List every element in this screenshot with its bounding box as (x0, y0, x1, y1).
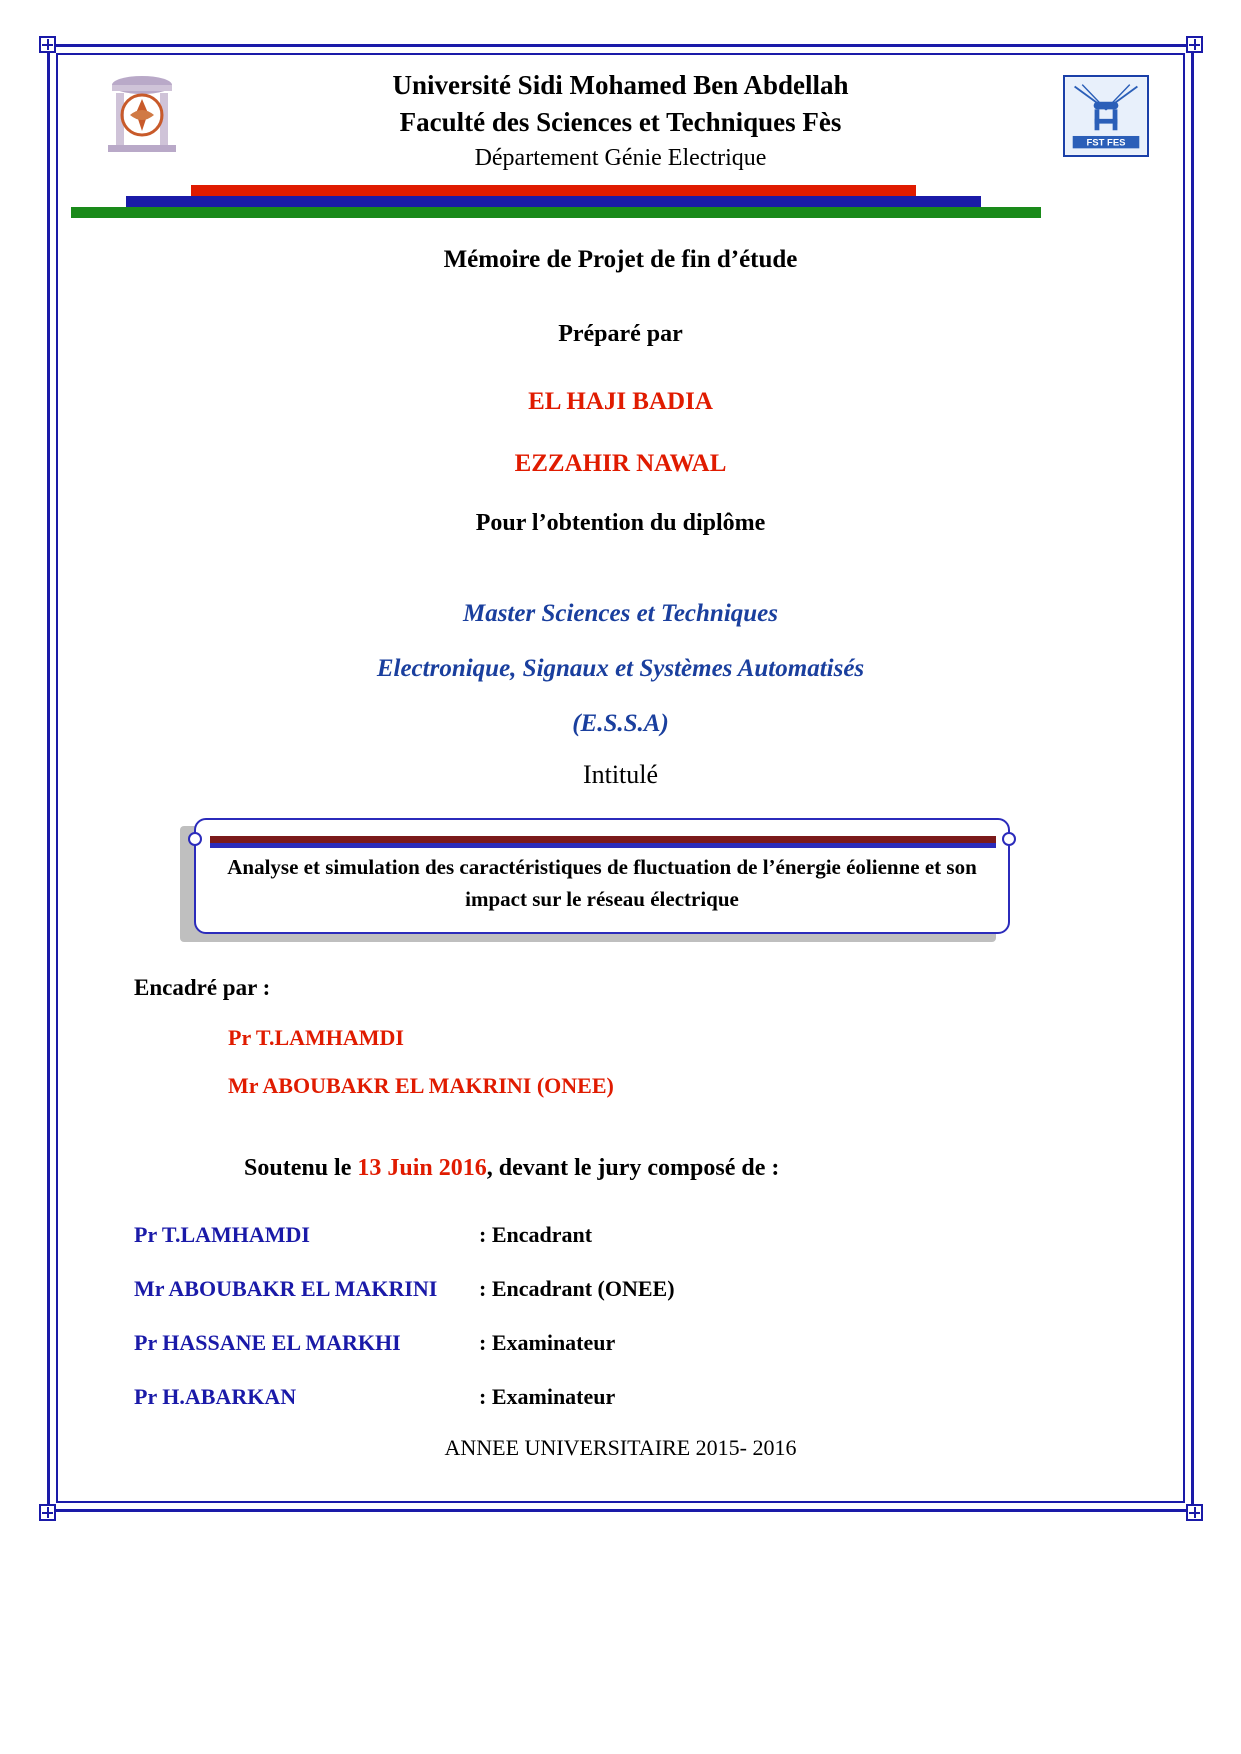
supervisor-2: Mr ABOUBAKR EL MAKRINI (ONEE) (228, 1073, 614, 1098)
memoire-label: Mémoire de Projet de fin d’étude (443, 246, 798, 273)
defense-prefix: Soutenu le (244, 1155, 358, 1181)
header-title-block (56, 67, 1185, 175)
department-name: Département Génie Electrique (474, 144, 767, 171)
corner-ornament-bottom-left (39, 1504, 56, 1521)
intitule-label: Intitulé (582, 760, 659, 789)
jury-list (134, 1222, 1185, 1410)
faculty-name: Faculté des Sciences et Techniques Fès (399, 107, 842, 138)
project-title-container (56, 818, 1185, 963)
jury-row (134, 1222, 1185, 1248)
jury-member-name: Pr T.LAMHAMDI (134, 1222, 310, 1247)
project-title-box (194, 818, 1010, 934)
divider-blue (126, 196, 981, 207)
project-title-bar-dark-red (210, 836, 996, 843)
document-header (56, 53, 1185, 188)
supervision-label: Encadré par : (134, 975, 271, 1000)
project-title-text: Analyse et simulation des caractéristiques de fluctuation de l’énergie éolienne et son impact sur le réseau électrique (227, 855, 977, 911)
academic-year: ANNEE UNIVERSITAIRE 2015- 2016 (444, 1435, 797, 1460)
jury-member-name: Pr H.ABARKAN (134, 1384, 297, 1409)
project-title-bar-blue (210, 843, 996, 848)
jury-row (134, 1330, 1185, 1356)
jury-member-name: Mr ABOUBAKR EL MAKRINI (134, 1276, 438, 1301)
defense-date: 13 Juin 2016 (357, 1155, 487, 1181)
jury-member-role: : Encadrant (ONEE) (479, 1276, 675, 1301)
project-title-knob-right (1002, 832, 1016, 846)
corner-ornament-top-right (1186, 36, 1203, 53)
student-name-2: EZZAHIR NAWAL (514, 450, 727, 477)
jury-row (134, 1384, 1185, 1410)
jury-member-role: : Examinateur (479, 1384, 616, 1409)
supervisor-1: Pr T.LAMHAMDI (228, 1025, 404, 1050)
diploma-label: Pour l’obtention du diplôme (475, 510, 766, 536)
svg-text:FST FES: FST FES (1086, 137, 1126, 149)
prepared-by-label: Préparé par (558, 321, 683, 347)
university-name: Université Sidi Mohamed Ben Abdellah (392, 70, 849, 100)
document-content (56, 53, 1185, 1503)
jury-member-name: Pr HASSANE EL MARKHI (134, 1330, 401, 1355)
fst-fes-logo-icon (1063, 75, 1149, 157)
defense-line (244, 1155, 1185, 1182)
corner-ornament-top-left (39, 36, 56, 53)
master-line-2: Electronique, Signaux et Systèmes Automatisés (376, 655, 865, 682)
defense-suffix: , devant le jury composé de : (486, 1155, 780, 1181)
student-name-1: EL HAJI BADIA (528, 388, 713, 415)
corner-ornament-bottom-right (1186, 1504, 1203, 1521)
master-line-3: (E.S.S.A) (572, 710, 669, 737)
jury-member-role: : Encadrant (479, 1222, 593, 1247)
divider-red (191, 185, 916, 196)
jury-member-role: : Examinateur (479, 1330, 616, 1355)
project-title-knob-left (188, 832, 202, 846)
divider-green (71, 207, 1041, 218)
jury-row (134, 1276, 1185, 1302)
master-line-1: Master Sciences et Techniques (462, 600, 779, 627)
